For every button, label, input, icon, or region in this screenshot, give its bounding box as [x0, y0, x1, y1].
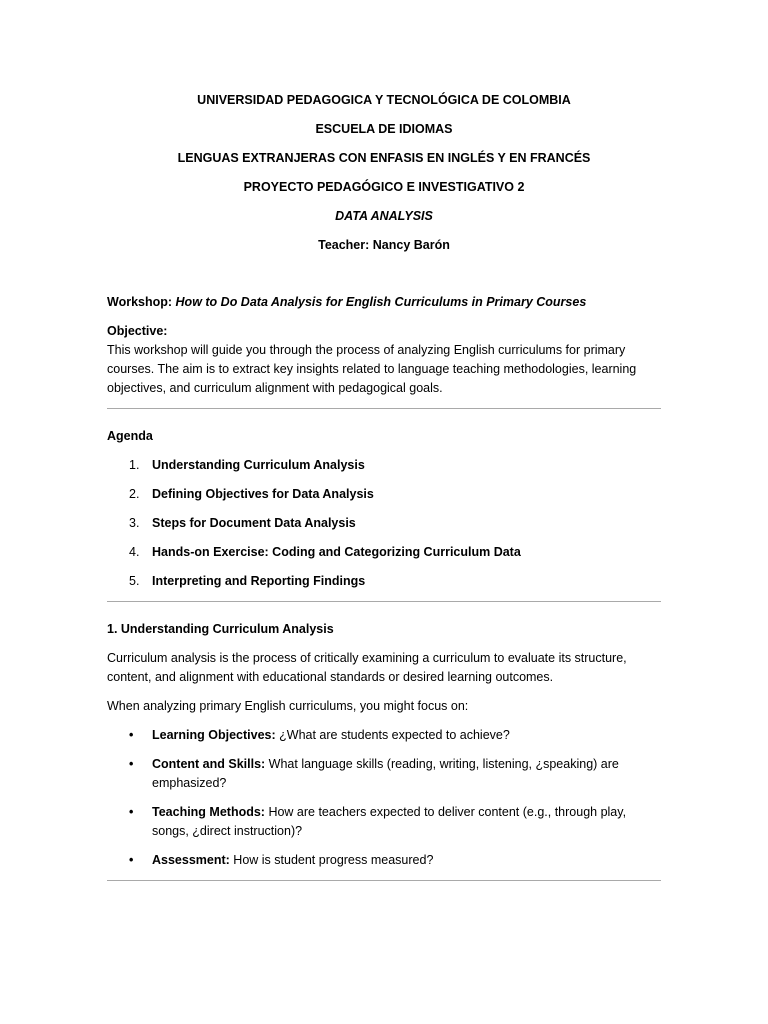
section1-paragraph: Curriculum analysis is the process of critically examining a curriculum to evaluate its structure, content, and alignment with educational standards or desired learning outcomes.: [107, 651, 627, 684]
school-title: ESCUELA DE IDIOMAS: [315, 122, 453, 136]
project-title: PROYECTO PEDAGÓGICO E INVESTIGATIVO 2: [243, 180, 525, 194]
divider: [107, 408, 661, 409]
bullet-icon: •: [129, 805, 134, 819]
agenda-item: 4. Hands-on Exercise: Coding and Categorizing Curriculum Data: [129, 545, 521, 559]
bullet-icon: •: [129, 728, 134, 742]
agenda-item: 1. Understanding Curriculum Analysis: [129, 458, 365, 472]
bullet-icon: •: [129, 757, 134, 771]
bullet-icon: •: [129, 853, 134, 867]
university-title: UNIVERSIDAD PEDAGOGICA Y TECNOLÓGICA DE COLOMBIA: [197, 93, 571, 107]
agenda-item: 2. Defining Objectives for Data Analysis: [129, 487, 374, 501]
subject-title: DATA ANALYSIS: [335, 209, 433, 223]
workshop-title: How to Do Data Analysis for English Curriculums in Primary Courses: [175, 295, 587, 309]
divider: [107, 880, 661, 881]
focus-item: • Learning Objectives: ¿What are students expected to achieve?: [107, 726, 661, 745]
agenda-heading: Agenda: [107, 429, 153, 443]
agenda-item: 3. Steps for Document Data Analysis: [129, 516, 356, 530]
focus-list: [107, 726, 661, 870]
focus-item: • Teaching Methods: How are teachers expected to deliver content (e.g., through play, songs, ¿direct instruction)?: [129, 805, 627, 838]
focus-item: • Assessment: How is student progress measured?: [107, 851, 661, 870]
teacher-name: Teacher: Nancy Barón: [318, 238, 450, 252]
section1-paragraph: When analyzing primary English curriculums, you might focus on:: [107, 699, 469, 713]
workshop-label: Workshop:: [107, 295, 176, 309]
program-title: LENGUAS EXTRANJERAS CON ENFASIS EN INGLÉS Y EN FRANCÉS: [177, 151, 591, 165]
objective-heading: Objective:: [107, 324, 168, 338]
focus-item: • Content and Skills: What language skills (reading, writing, listening, ¿speaking) are emphasized?: [129, 757, 619, 790]
divider: [107, 601, 661, 602]
workshop-line: [107, 293, 661, 312]
section1-heading: 1. Understanding Curriculum Analysis: [107, 622, 334, 636]
agenda-item: 5. Interpreting and Reporting Findings: [129, 574, 366, 588]
agenda-list: [107, 456, 661, 591]
objective-text: This workshop will guide you through the process of analyzing English curriculums for primary courses. The aim is to extract key insights related to language teaching methodologies, learning objectives, and curriculum alignment with pedagogical goals.: [107, 343, 637, 395]
